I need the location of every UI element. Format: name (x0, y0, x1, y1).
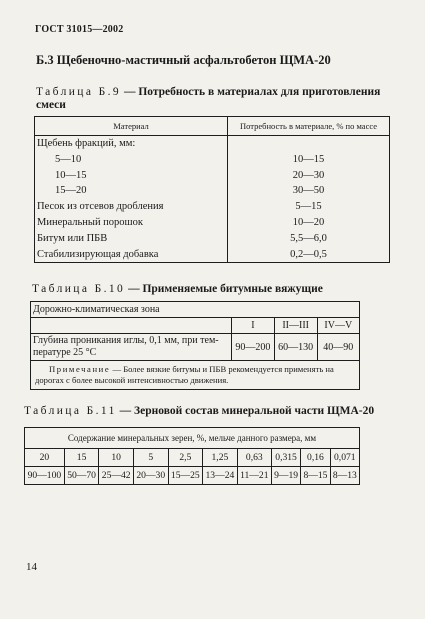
table-b9-header-material: Материал (35, 117, 228, 136)
table-b11-size: 0,071 (330, 449, 359, 467)
table-b11-value: 9—19 (271, 467, 300, 485)
section-title: Б.3 Щебеночно-мастичный асфальтобетон ЩМА-20 (36, 53, 331, 67)
table-b11-value: 20—30 (133, 467, 168, 485)
table-b10-zone: II—III (274, 318, 317, 334)
table-b10-note (31, 361, 360, 390)
table-b11-dash: — (116, 405, 135, 417)
table-b11-title: Зерновой состав минеральной части ЩМА-20 (134, 405, 375, 417)
table-b10-label: Таблица Б.10 (32, 283, 126, 295)
table-b11-value: 50—70 (64, 467, 99, 485)
table-b11-size: 15 (64, 449, 99, 467)
table-b9-dash: — (121, 86, 139, 98)
note-text: — Более вязкие битумы и ПБВ рекомендуется применять на дорогах с более высокой интенсивностью движения. (35, 364, 334, 385)
table-b10 (30, 301, 360, 390)
table-b11 (24, 427, 360, 485)
table-b9-value: 5,5—6,0 (290, 232, 327, 244)
table-b9-material: 5—10 (55, 153, 82, 165)
table-b10-caption (32, 283, 402, 296)
table-b9-caption (36, 86, 396, 112)
table-b9 (34, 116, 390, 263)
table-b11-size: 20 (25, 449, 65, 467)
table-b11-size: 1,25 (203, 449, 238, 467)
table-b9-material: Щебень фракций, мм: (37, 138, 136, 149)
table-b11-value: 90—100 (25, 467, 65, 485)
table-b11-header: Содержание минеральных зерен, %, мельче данного размера, мм (25, 428, 360, 449)
table-b10-value: 60—130 (274, 334, 317, 361)
table-b11-value: 8—15 (301, 467, 330, 485)
table-b9-value: 10—15 (292, 153, 325, 165)
table-b11-size: 10 (99, 449, 134, 467)
table-b11-value: 13—24 (203, 467, 238, 485)
table-b9-material: Стабилизирующая добавка (37, 248, 159, 260)
table-b9-label: Таблица Б.9 (36, 86, 122, 98)
table-b10-row-label-line: Глубина проникания иглы, 0,1 мм, при тем- (33, 335, 219, 346)
table-b11-size: 2,5 (168, 449, 203, 467)
table-b10-zone: IV—V (317, 318, 359, 334)
table-b10-row-label-line: пературе 25 °С (33, 347, 97, 358)
table-b11-size: 5 (133, 449, 168, 467)
table-b9-material: Битум или ПБВ (37, 232, 108, 244)
table-b11-label: Таблица Б.11 (24, 405, 117, 417)
table-b10-zone-spacer (31, 318, 232, 334)
standard-header: ГОСТ 31015—2002 (35, 24, 124, 35)
table-b10-value: 90—200 (231, 334, 274, 361)
table-b11-size: 0,63 (237, 449, 271, 467)
table-b10-zone: I (231, 318, 274, 334)
table-b9-header-need: Потребность в материале, % по массе (228, 117, 390, 136)
table-b9-material: Песок из отсевов дробления (37, 201, 164, 213)
table-b11-value: 8—13 (330, 467, 359, 485)
page-number: 14 (26, 561, 37, 573)
note-word: Примечание (49, 364, 111, 374)
table-b10-value: 40—90 (317, 334, 359, 361)
table-b11-value: 11—21 (237, 467, 271, 485)
table-b9-value: 10—20 (292, 216, 325, 228)
table-b9-value: 5—15 (295, 201, 322, 213)
table-b9-material: Минеральный порошок (37, 216, 143, 228)
table-b9-title: Потребность в материалах для приготовления смеси (36, 86, 381, 111)
table-b11-size: 0,315 (271, 449, 300, 467)
table-b10-row-label (31, 334, 232, 361)
table-b10-zone-label: Дорожно-климатическая зона (31, 302, 360, 318)
table-b9-material: 15—20 (55, 185, 87, 197)
table-b11-value: 25—42 (99, 467, 134, 485)
table-b9-value (230, 136, 387, 152)
table-b9-value: 30—50 (292, 185, 325, 197)
table-b9-value-column (228, 136, 390, 263)
table-b9-material-column (35, 136, 228, 263)
table-b9-value: 20—30 (292, 169, 325, 181)
table-b11-size: 0,16 (301, 449, 330, 467)
table-b9-material: 10—15 (55, 169, 87, 181)
table-b11-value: 15—25 (168, 467, 203, 485)
table-b11-caption (24, 405, 414, 418)
table-b10-dash: — (125, 283, 143, 295)
table-b9-value: 0,2—0,5 (290, 248, 327, 260)
table-b10-title: Применяемые битумные вяжущие (142, 283, 323, 295)
